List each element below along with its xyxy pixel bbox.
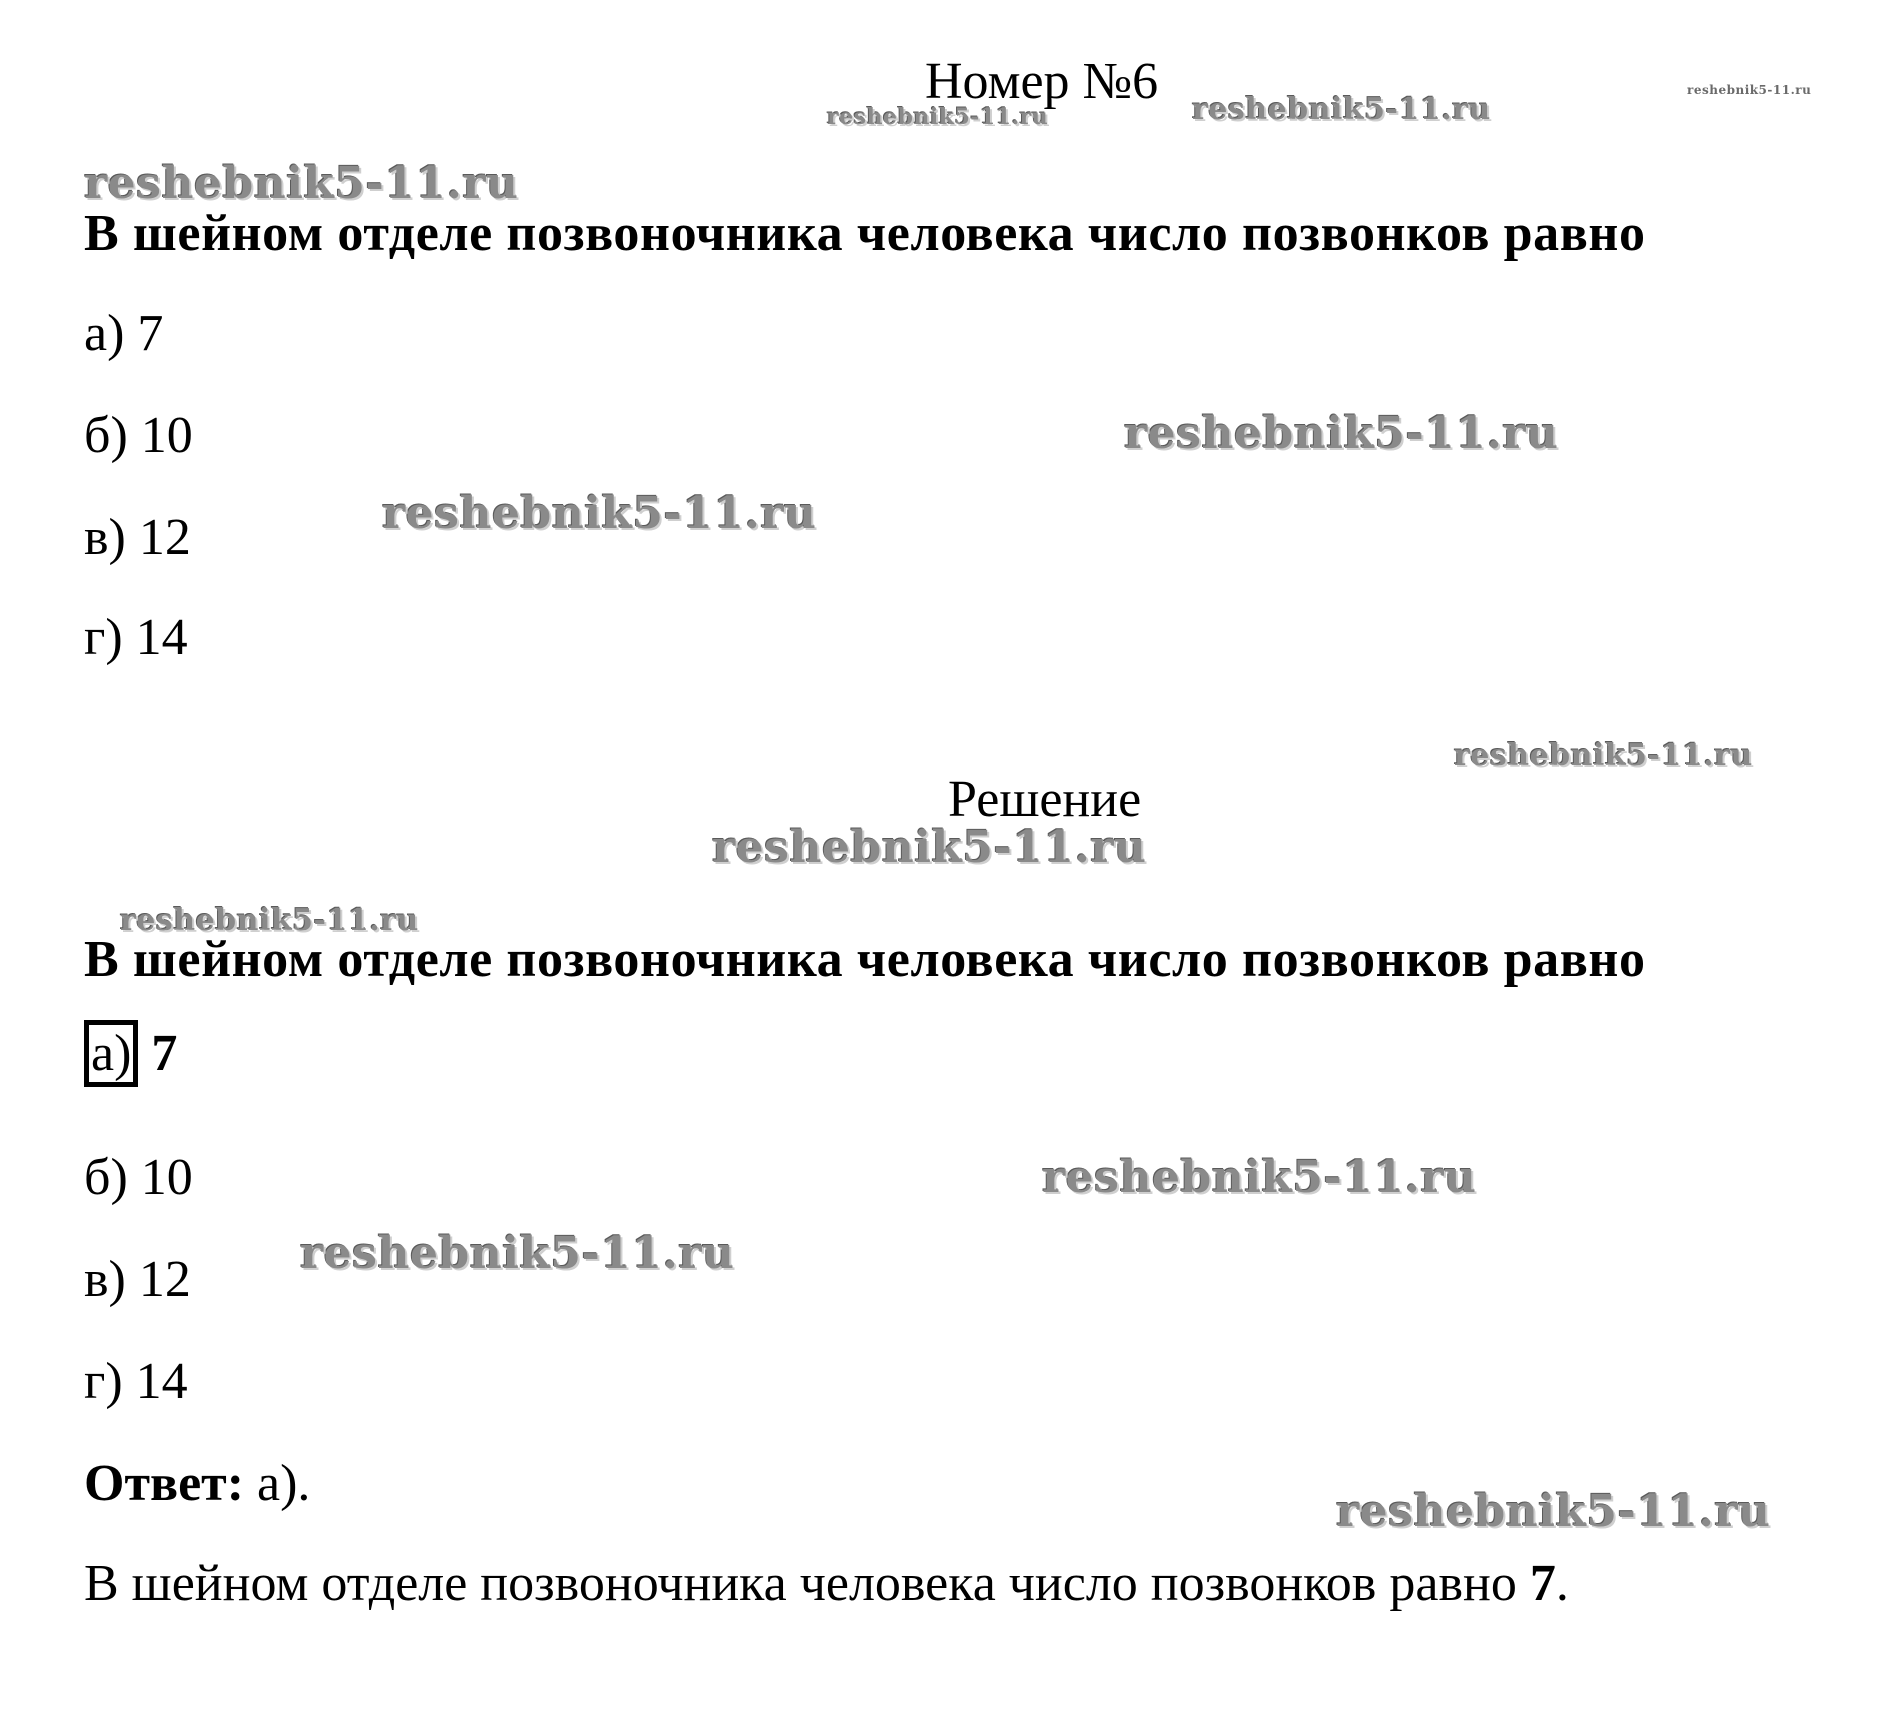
solution-option-a <box>84 1025 178 1082</box>
watermark: reshebnik5-11.ru <box>382 488 817 539</box>
solution-heading: Решение <box>948 771 1142 828</box>
watermark: reshebnik5-11.ru <box>1192 92 1491 127</box>
solution-option-c <box>84 1251 191 1308</box>
watermark: reshebnik5-11.ru <box>1687 83 1812 97</box>
watermark: reshebnik5-11.ru <box>300 1228 735 1279</box>
final-statement <box>84 1555 1569 1612</box>
question-text: В шейном отделе позвоночника человека число позвонков равно <box>84 205 1646 262</box>
option-value: 10 <box>140 407 193 464</box>
option-a <box>84 305 164 362</box>
final-period: . <box>1555 1555 1569 1612</box>
solution-option-d <box>84 1353 188 1410</box>
option-letter: а) <box>84 305 125 362</box>
option-d <box>84 609 188 666</box>
final-text: В шейном отделе позвоночника человека число позвонков равно <box>84 1555 1517 1612</box>
option-letter: б) <box>84 1149 128 1206</box>
watermark: reshebnik5-11.ru <box>1454 738 1753 773</box>
watermark: reshebnik5-11.ru <box>120 903 419 938</box>
option-value: 7 <box>137 305 164 362</box>
watermark: reshebnik5-11.ru <box>84 158 519 209</box>
option-value: 12 <box>138 509 191 566</box>
option-value: 7 <box>151 1025 178 1082</box>
watermark: reshebnik5-11.ru <box>712 822 1147 873</box>
answer-value: а). <box>257 1455 311 1512</box>
option-b <box>84 407 193 464</box>
option-value: 14 <box>135 1353 188 1410</box>
option-letter: в) <box>84 1251 126 1308</box>
option-letter: в) <box>84 509 126 566</box>
answer-label: Ответ: <box>84 1455 245 1512</box>
solution-question-text: В шейном отделе позвоночника человека число позвонков равно <box>84 931 1646 988</box>
page-title: Номер №6 <box>925 53 1159 110</box>
option-value: 10 <box>140 1149 193 1206</box>
selected-answer-box: а) <box>84 1020 138 1087</box>
final-value: 7 <box>1529 1555 1556 1612</box>
option-letter: г) <box>84 609 123 666</box>
option-value: 12 <box>138 1251 191 1308</box>
watermark: reshebnik5-11.ru <box>1042 1152 1477 1203</box>
watermark: reshebnik5-11.ru <box>827 104 1049 130</box>
option-letter: б) <box>84 407 128 464</box>
option-c <box>84 509 191 566</box>
watermark: reshebnik5-11.ru <box>1336 1486 1771 1537</box>
answer-line <box>84 1455 311 1512</box>
option-value: 14 <box>135 609 188 666</box>
option-letter: г) <box>84 1353 123 1410</box>
watermark: reshebnik5-11.ru <box>1124 408 1559 459</box>
solution-option-b <box>84 1149 193 1206</box>
